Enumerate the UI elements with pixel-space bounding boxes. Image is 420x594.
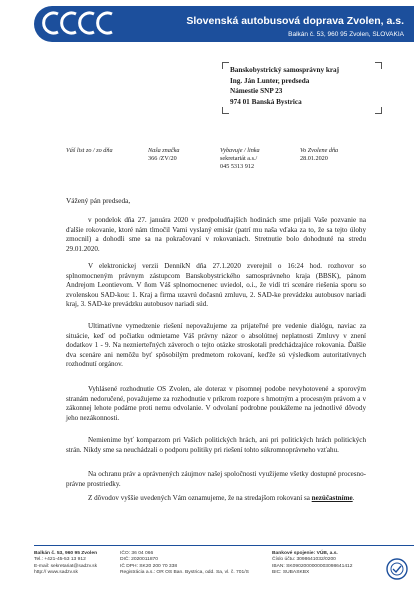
recipient-name: Banskobystrický samosprávny kraj bbox=[230, 66, 340, 74]
footer-bank: Bankové spojenie: VÚB, a.s. Číslo účtu: 3098641032/0200 IBAN: SK0902000000003098641412 BIC: SUBASKBX bbox=[272, 551, 353, 575]
ref-our-ref: Naša značka 366 /ZV/20 bbox=[148, 147, 180, 162]
paragraph-6: Na ochranu práv a oprávnených záujmov našej spoločnosti využijeme všetky dostupné procesno-právne prostriedky. bbox=[66, 470, 366, 488]
company-name: Slovenská autobusová doprava Zvolen, a.s. bbox=[186, 15, 404, 27]
recipient-street: Námestie SNP 23 bbox=[230, 87, 283, 95]
salutation: Vážený pán predseda, bbox=[66, 196, 131, 205]
company-logo-icon bbox=[40, 8, 130, 38]
paragraph-5: Nemienime byť komparzom pri Vašich politických hrách, ani pri politických hrách politických strán. Nikdy sme sa neuchádzali o podporu politiky pri riešení tohto súkromnoprávneho vzťahu. bbox=[66, 436, 366, 454]
closing-paragraph: Z dôvodov vyššie uvedených Vám oznamujeme, že na stredajšom rokovaní sa nezúčastníme. bbox=[88, 494, 355, 502]
footer-registration: IČO: 36 04 066 DIČ: 2020011870 IČ DPH: SK20 200 70 338 Registrácia a.s.: OR OS Ban. Bystrica, odd. Sa, vl. č. 701/S bbox=[120, 551, 249, 575]
recipient-person: Ing. Ján Lunter, predseda bbox=[230, 76, 310, 85]
footer-divider bbox=[34, 545, 414, 546]
recipient-city: 974 01 Banská Bystrica bbox=[230, 97, 302, 106]
paragraph-2: V elektronickej verzii DenníkN dňa 27.1.2020 zverejnil o 16:24 hod. rozhovor so splnomocneným právnym zástupcom Banskobystrického samosprávneho kraja (BBSK), pánom Andrejom Leontievom. V ňom Váš splnomocnenec uviedol, o.i., že vidí tri scenáre riešenia sporu so zvolenskou SAD-kou: 1. Kraj a firma uzavrú dočasnú zmluvu, 2. SAD-ke prevádzku autobusov nariadi kraj, 3. SAD-ke prevádzku autobusov nariadi súd. bbox=[66, 262, 366, 309]
closing-emphasis: nezúčastníme bbox=[311, 494, 353, 502]
company-address: Balkán č. 53, 960 95 Zvolen, SLOVAKIA bbox=[288, 31, 404, 38]
ref-handled-by: Vybavuje / linka sekretariát a.s./ 045 5313 912 bbox=[220, 147, 260, 170]
paragraph-4: Vyhlásené rozhodnutie OS Zvolen, ale doteraz v písomnej podobe nevyhotovené a sporovým stranám nedoručené, považujeme za rozhodnutie v príkrom rozpore s hmotným a procesným právom a v zákonnej lehote podáme proti nemu odvolanie. V odvolaní podrobne poukážeme na jednotlivé dôvody jeho nezákonnosti. bbox=[66, 385, 366, 422]
paragraph-3: Ultimatívne vymedzenie riešení nepovažujeme za prijateľné pre vedenie dialógu, naviac za situácie, keď od počiatku odmietame Váš právny názor o absolútnej neplatnosti Zmluvy v znení dodatkov 1 - 9. Na neznierteľných záveroch o tejto otázke stroskotali predchádzajúce rokovania. Ďalšie dva scenáre ani nemôžu byť spôsobilým predmetom rokovaní, keďže sú výsledkom autoritatívnych rozhodnutí orgánov. bbox=[66, 322, 366, 369]
closing-text: Z dôvodov vyššie uvedených Vám oznamujeme, že na stredajšom rokovaní sa bbox=[88, 494, 310, 502]
certification-logo-icon bbox=[384, 558, 410, 582]
footer-contact: Balkán č. 53, 960 95 Zvolen Tel.: +421-45-53 13 912 E-mail: sekretariat@sadzv.sk http:// www.sadzv.sk bbox=[34, 551, 98, 575]
ref-place-date: Vo Zvolene dňa 28.01.2020 bbox=[300, 147, 339, 162]
ref-your-letter: Váš list zo / zo dňa bbox=[66, 147, 113, 154]
paragraph-1: v pondelok dňa 27. januára 2020 v predpoludňajších hodinách sme prijali Vaše pozvanie na ďalšie rokovanie, ktoré nám tlmočil Vami vyslaný emisár (patrí mu naša vďaka za to, že sa tejto úlohy zmocnil) a dohodli sme sa na pokračovaní v rokovaniach. Stretnutie bolo dohodnuté na stredu 29.01.2020. bbox=[66, 216, 366, 253]
recipient-address-block bbox=[222, 62, 382, 114]
